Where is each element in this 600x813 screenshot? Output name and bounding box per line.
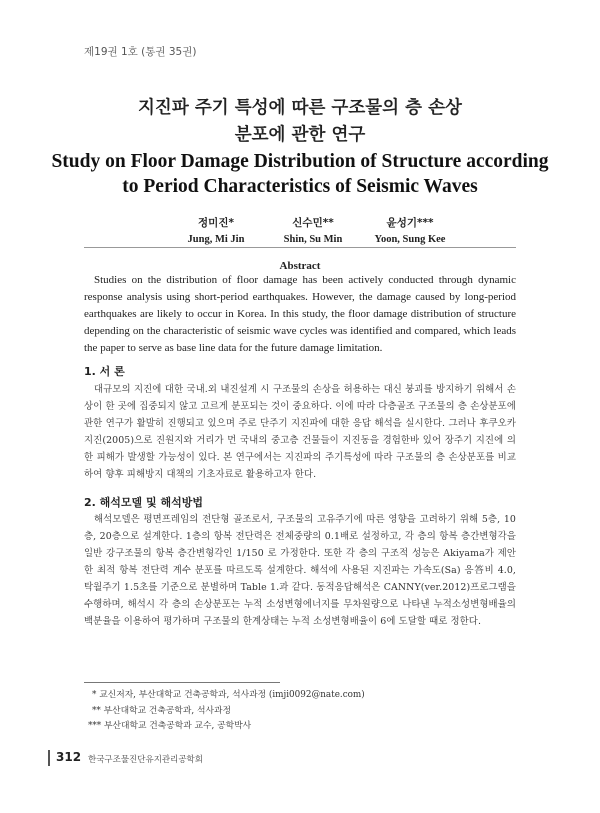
- title-english-line-1: Study on Floor Damage Distribution of Structure according: [51, 151, 549, 172]
- title-english-line-2: to Period Characteristics of Seismic Waves: [122, 176, 478, 197]
- abstract-heading: Abstract: [279, 260, 321, 272]
- title-korean-line-1: 지진파 주기 특성에 따른 구조물의 층 손상: [138, 98, 462, 118]
- title-divider: [84, 247, 516, 248]
- section-2-heading: 2. 해석모델 및 해석방법: [84, 496, 203, 509]
- author-3-korean-name: 윤성기***: [386, 217, 434, 229]
- author-3: [350, 215, 470, 245]
- page-number: 312: [56, 750, 82, 764]
- abstract-text: Studies on the distribution of floor damage has been actively conducted through dynamic response analysis using short-period earthquakes. However, the damage caused by long-period earthquakes are likely to occur in Korea. In this study, the floor damage distribution of structure depending on the characteristic of seismic wave cycles was identified and compared, which leads the paper to serve as base line data for the future damage limitation.: [84, 274, 516, 354]
- section-1-heading: 1. 서 론: [84, 365, 125, 378]
- footnote-1: * 교신저자, 부산대학교 건축공학과, 석사과정 (imji0092@nate.com): [92, 690, 365, 700]
- section-2-text: 해석모델은 평면프레임의 전단형 골조로서, 구조물의 고유주기에 따른 영향을 고려하기 위해 5층, 10층, 20층으로 설계한다. 1층의 항복 전단력은 전체중량의 0.1배로 설정하고, 각 층의 항복 층간변형각을 일반 강구조물의 항복 층간변형각인 1/150 로 가정한다. 또한 각 층의 구조적 성능은 Akiyama가 제안한 최적 항복 전단력 계수 분포를 따르도록 설계한다. 해석에 사용된 지진파는 가속도(Sa) 응答비 4.0, 탁월주기 1.5초를 기준으로 분별하며 Table 1.과 같다. 동적응답해석은 CANNY(ver.2012)프로그램을 수행하며, 해석시 각 층의 손상분포는 누적 소성변형에너지를 무차원량으로 나타낸 누적소성변형배율의 백분율을 이용하여 평가하며 구조물의 한계상태는 누적 소성변형배율이 6에 도달할 때로 정한다.: [84, 514, 516, 627]
- journal-issue-header: 제19권 1호 (통권 35권): [84, 46, 197, 58]
- author-1-english-name: Jung, Mi Jin: [187, 234, 245, 245]
- footnote-divider: [84, 682, 280, 683]
- author-3-english-name: Yoon, Sung Kee: [374, 234, 446, 245]
- page-number-bar: [48, 750, 50, 766]
- section-1-text: 대규모의 지진에 대한 국내.외 내진설계 시 구조물의 손상을 허용하는 대신 붕괴를 방지하기 위해서 손상이 한 곳에 집중되지 않고 고르게 분포되는 것이 중요하다. 이에 따라 다층골조 구조물의 층 손상분포에 관한 연구가 활발히 진행되고 있으며 주로 단주기 지진파에 대한 응답 해석을 실시한다. 그러나 후쿠오카 지진(2005)으로 진원지와 거리가 먼 국내의 중고층 건물들이 지진동을 경험한바 있어 장주기 지진에 의한 피해가 발생할 가능성이 있다. 본 연구에서는 지진파의 주기특성에 따라 구조물의 층 손상분포를 비교하여 향후 피해방지 대책의 기초자료로 활용하고자 한다.: [84, 384, 516, 480]
- title-korean-line-2: 분포에 관한 연구: [234, 125, 366, 145]
- footnote-3: *** 부산대학교 건축공학과 교수, 공학박사: [88, 721, 252, 731]
- author-1-korean-name: 정미진*: [198, 217, 234, 229]
- author-2-english-name: Shin, Su Min: [283, 234, 343, 245]
- journal-name: 한국구조물진단유지관리공학회: [88, 755, 203, 765]
- author-2-korean-name: 신수민**: [292, 217, 334, 229]
- footnote-2: ** 부산대학교 건축공학과, 석사과정: [92, 706, 231, 716]
